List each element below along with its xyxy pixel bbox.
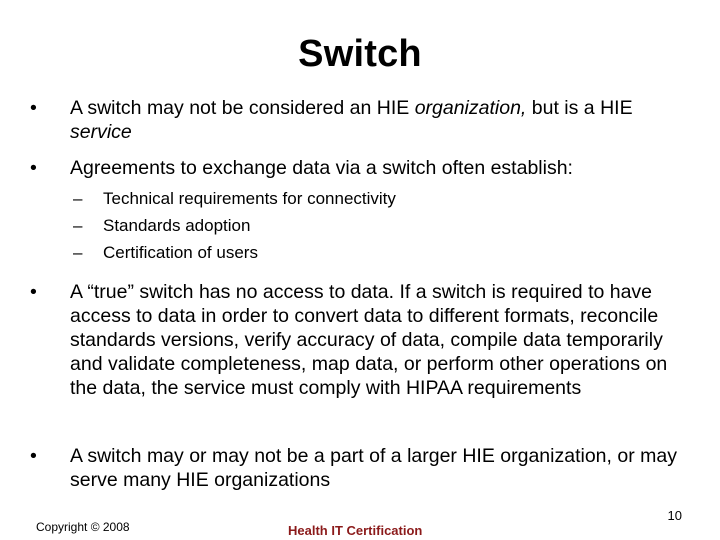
bullet-dot-icon: • xyxy=(30,281,37,303)
sub-bullet-technical-requirements xyxy=(73,189,396,209)
bullet-larger-hie xyxy=(30,444,688,492)
sub-bullet-text: Technical requirements for connectivity xyxy=(103,189,396,208)
slide-title: Switch xyxy=(298,33,422,75)
sub-bullet-certification-of-users xyxy=(73,243,258,263)
bullet-text-italic: service xyxy=(70,121,132,143)
dash-icon: – xyxy=(73,216,83,235)
bullet-text: Agreements to exchange data via a switch often establish: xyxy=(70,157,573,179)
bullet-true-switch xyxy=(30,280,688,400)
bullet-dot-icon: • xyxy=(30,157,37,179)
bullet-text-italic: organization, xyxy=(414,97,527,119)
footer-copyright: Copyright © 2008 xyxy=(36,520,130,534)
dash-icon: – xyxy=(73,189,83,208)
bullet-agreements xyxy=(30,156,688,180)
sub-bullet-text: Certification of users xyxy=(103,243,258,262)
dash-icon: – xyxy=(73,243,83,262)
bullet-text-part: A switch may not be considered an HIE xyxy=(70,97,415,119)
footer-brand: Health IT Certification xyxy=(288,523,423,538)
sub-bullet-text: Standards adoption xyxy=(103,216,251,235)
sub-bullet-standards-adoption xyxy=(73,216,251,236)
bullet-text-part: but is a HIE xyxy=(526,97,633,119)
bullet-text: A “true” switch has no access to data. If a switch is required to have access to data in order to convert data to different formats, reconcile standards versions, verify accuracy of data, compile data temporarily and validate completeness, map data, or perform other operations on the data, the service must comply with HIPAA requirements xyxy=(70,281,668,399)
bullet-text: A switch may or may not be a part of a larger HIE organization, or may serve many HIE organizations xyxy=(70,445,677,491)
page-number: 10 xyxy=(667,508,682,523)
bullet-dot-icon: • xyxy=(30,445,37,467)
bullet-switch-definition xyxy=(30,96,688,144)
bullet-dot-icon: • xyxy=(30,97,37,119)
